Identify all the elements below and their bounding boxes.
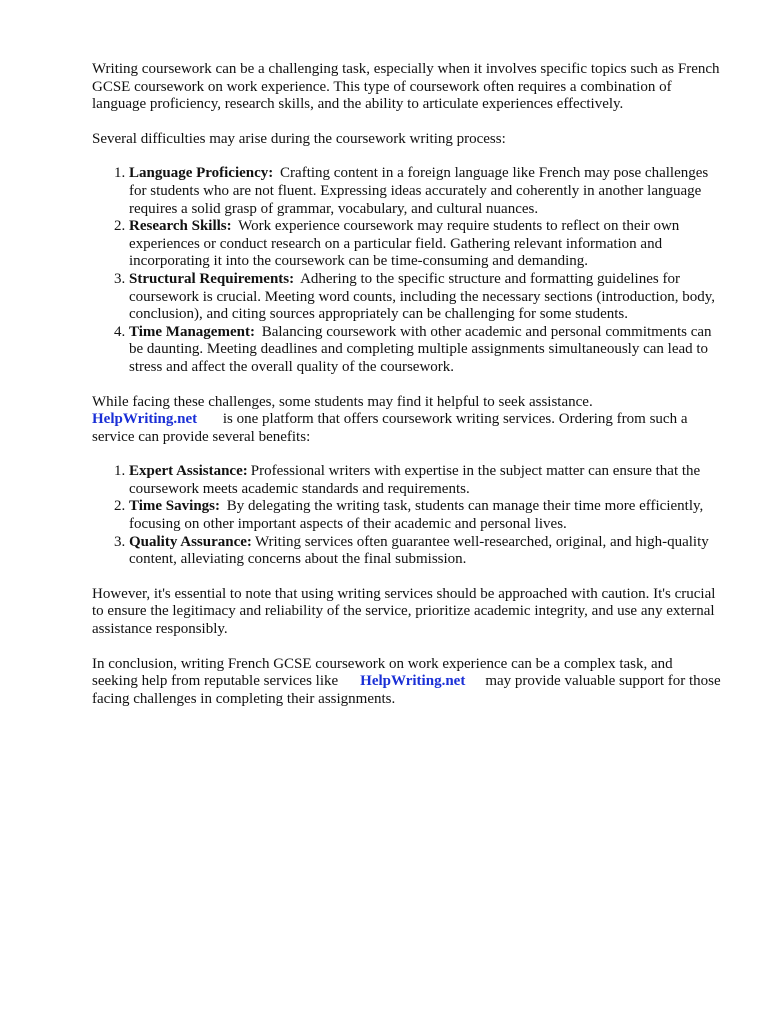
item-title: Structural Requirements:: [129, 270, 295, 287]
item-title: Research Skills:: [129, 218, 232, 235]
item-title: Quality Assurance:: [129, 533, 252, 550]
list-item: [129, 463, 722, 498]
conclusion-after: may provide valuable support for those facing challenges in completing their assignments.: [92, 673, 721, 707]
list-item: [129, 534, 722, 569]
assistance-paragraph: [92, 394, 722, 447]
benefits-list: [92, 463, 722, 569]
helpwriting-link[interactable]: HelpWriting.net: [360, 673, 466, 690]
intro-paragraph: Writing coursework can be a challenging task, especially when it involves specific topics such as French GCSE coursework on work experience. This type of coursework often requires a combination of language proficiency, research skills, and the ability to articulate experiences effectively.: [92, 61, 720, 113]
caution-paragraph: However, it's essential to note that using writing services should be approached with caution. It's crucial to ensure the legitimacy and reliability of the service, prioritize academic integrity, and use any external assistance responsibly.: [92, 585, 716, 638]
item-title: Expert Assistance:: [129, 463, 248, 480]
item-title: Language Proficiency:: [129, 165, 274, 182]
difficulties-list: [92, 165, 722, 376]
difficulties-intro: Several difficulties may arise during the coursework writing process:: [92, 130, 506, 147]
item-text: Writing services often guarantee well-researched, original, and high-quality content, alleviating concerns about the final submission.: [129, 533, 709, 568]
list-item: [129, 498, 722, 533]
assistance-after: is one platform that offers coursework writing services. Ordering from such a service can provide several benefits:: [92, 411, 688, 445]
assistance-before: While facing these challenges, some students may find it helpful to seek assistance.: [92, 393, 593, 410]
item-title: Time Savings:: [129, 498, 220, 515]
list-item: [129, 324, 722, 377]
helpwriting-link[interactable]: HelpWriting.net: [92, 411, 198, 428]
conclusion-paragraph: [92, 656, 722, 709]
item-text: Crafting content in a foreign language like French may pose challenges for students who are not fluent. Expressing ideas accurately and coherently in another language requires a solid grasp of grammar, vocabulary, and cultural nuances.: [129, 165, 709, 217]
item-text: Balancing coursework with other academic and personal commitments can be daunting. Meeting deadlines and completing multiple assignments simultaneously can lead to stress and affect the overall quality of the coursework.: [129, 323, 712, 375]
document-page: [92, 61, 722, 725]
list-item: [129, 165, 722, 218]
item-text: Professional writers with expertise in the subject matter can ensure that the coursework meets academic standards and requirements.: [129, 463, 701, 497]
item-text: By delegating the writing task, students can manage their time more efficiently, focusing on other important aspects of their academic and personal lives.: [129, 498, 704, 533]
list-item: [129, 271, 722, 324]
conclusion-before: In conclusion, writing French GCSE coursework on work experience can be a complex task, and seeking help from reputable services like: [92, 655, 673, 690]
item-title: Time Management:: [129, 323, 255, 340]
list-item: [129, 218, 722, 271]
item-text: Work experience coursework may require students to reflect on their own experiences or conduct research on a particular field. Gathering relevant information and incorporating it into the coursework can be time-consuming and demanding.: [129, 218, 680, 270]
item-text: Adhering to the specific structure and formatting guidelines for coursework is crucial. Meeting word counts, including the necessary sections (introduction, body, conclusion), and citing sources appropriately can be challenging for some students.: [129, 270, 715, 323]
